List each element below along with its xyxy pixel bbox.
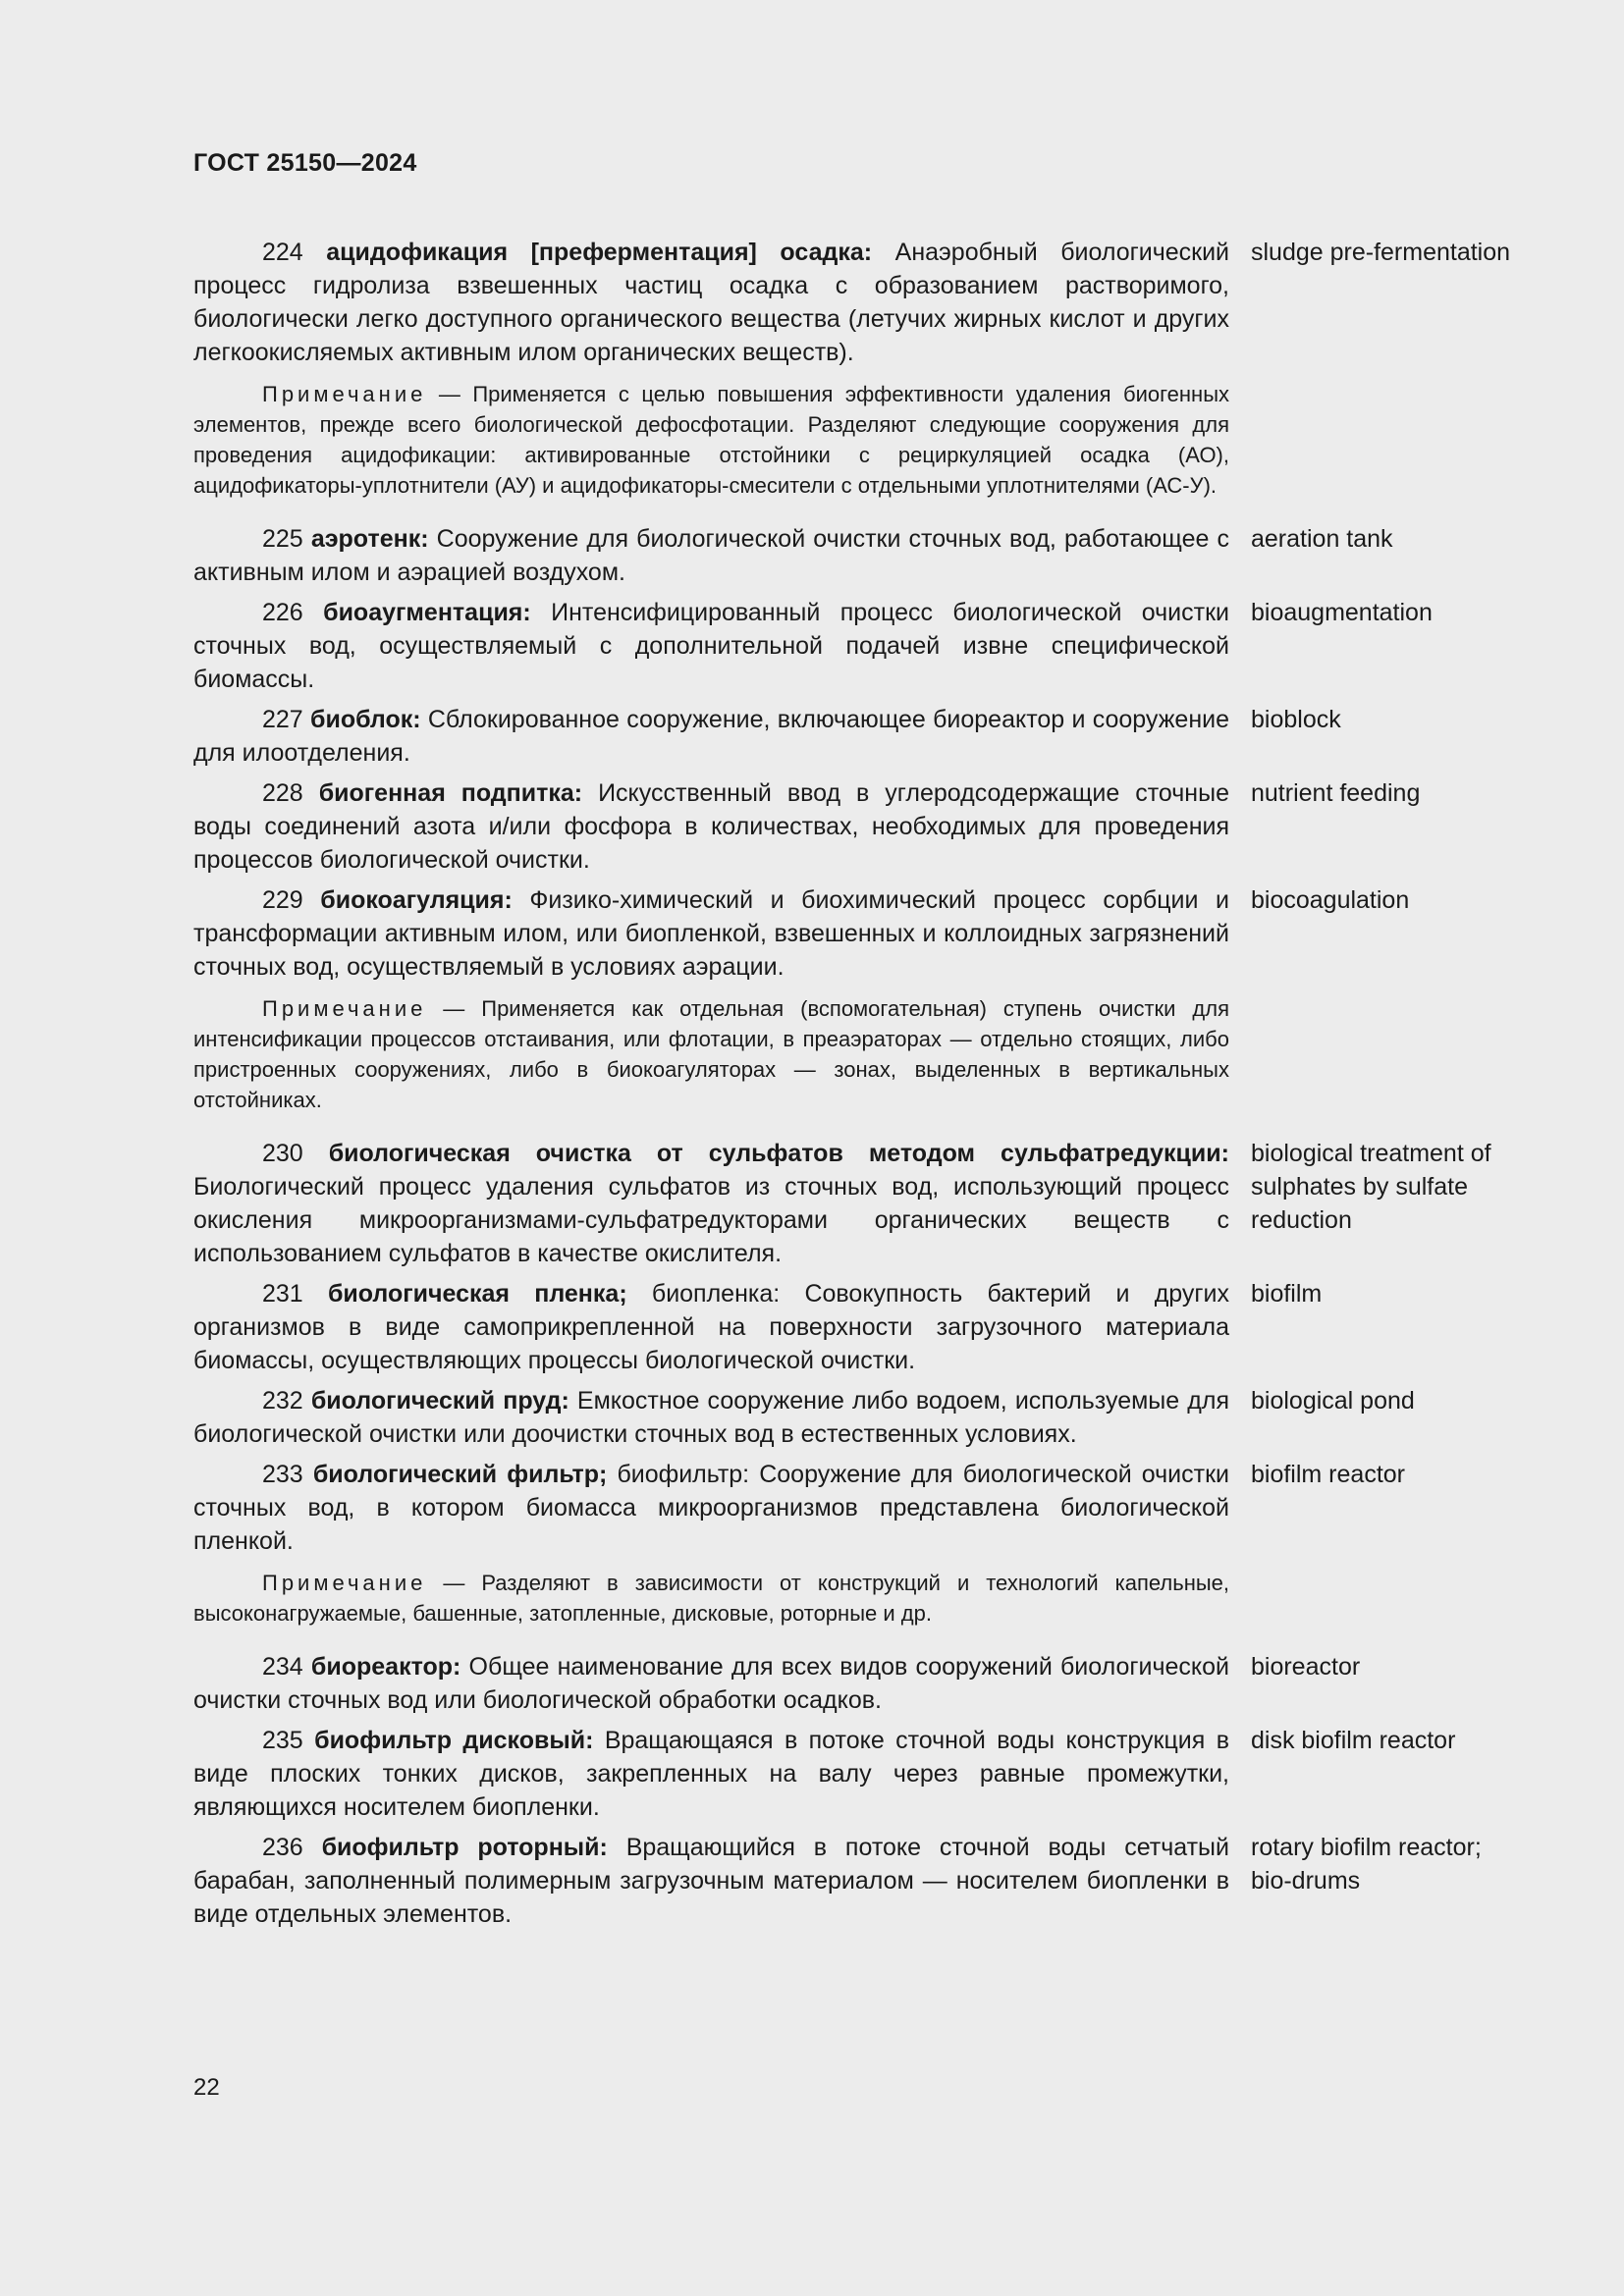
term-definition bbox=[193, 1724, 1229, 1824]
note-label: Примечание bbox=[262, 1571, 427, 1595]
term-name: аэротенк: bbox=[310, 525, 429, 553]
term-entry-229 bbox=[193, 883, 1519, 984]
term-definition bbox=[193, 1650, 1229, 1717]
note-text: — Применяется как отдельная (вспомогательная) ступень очистки для интенсификации процессов отстаивания, или флотации, в преаэраторах — отдельно стоящих, либо пристроенных сооружениях, либо в биокоагуляторах — зонах, выделенных в вертикальных отстойниках. bbox=[193, 996, 1229, 1112]
term-name: биологическая очистка от сульфатов методом сульфатредукции: bbox=[328, 1140, 1229, 1167]
term-name: биореактор: bbox=[310, 1653, 461, 1681]
term-name: биофильтр дисковый: bbox=[314, 1727, 594, 1754]
term-definition bbox=[193, 776, 1229, 877]
term-definition bbox=[193, 596, 1229, 696]
term-definition bbox=[193, 883, 1229, 984]
english-equivalent: disk biofilm reactor bbox=[1251, 1727, 1456, 1754]
english-equivalent: biological pond bbox=[1251, 1387, 1415, 1415]
term-entry-224 bbox=[193, 236, 1519, 369]
english-equivalent: biological treatment of sulphates by sulfate reduction bbox=[1251, 1140, 1491, 1234]
term-number: 229 bbox=[262, 886, 303, 914]
term-entry-227 bbox=[193, 703, 1519, 770]
note-label: Примечание bbox=[262, 996, 427, 1021]
term-name: биокоагуляция: bbox=[320, 886, 513, 914]
term-entry-225 bbox=[193, 522, 1519, 589]
term-definition bbox=[193, 1831, 1229, 1931]
term-name: биологический фильтр; bbox=[312, 1461, 608, 1488]
term-entry-228 bbox=[193, 776, 1519, 877]
term-entry-231 bbox=[193, 1277, 1519, 1377]
term-name: биофильтр роторный: bbox=[321, 1834, 608, 1861]
term-number: 225 bbox=[262, 525, 303, 553]
english-equivalent: biofilm reactor bbox=[1251, 1461, 1405, 1488]
note-label: Примечание bbox=[262, 382, 427, 406]
note-224 bbox=[193, 379, 1229, 501]
page-number: 22 bbox=[193, 2074, 220, 2101]
term-entry-234 bbox=[193, 1650, 1519, 1717]
term-entry-226 bbox=[193, 596, 1519, 696]
term-number: 231 bbox=[262, 1280, 303, 1308]
term-name: биологическая пленка; bbox=[327, 1280, 627, 1308]
term-entry-232 bbox=[193, 1384, 1519, 1451]
term-name: биологический пруд: bbox=[310, 1387, 569, 1415]
term-number: 235 bbox=[262, 1727, 303, 1754]
term-text: Физико-химический и биохимический процесс сорбции и трансформации активным илом, или биопленкой, взвешенных и коллоидных загрязнений сточных вод, осуществляемый в условиях аэрации. bbox=[193, 886, 1229, 981]
english-equivalent: rotary biofilm reactor; bio-drums bbox=[1251, 1834, 1482, 1895]
term-number: 233 bbox=[262, 1461, 303, 1488]
term-number: 226 bbox=[262, 599, 303, 626]
term-text: Сооружение для биологической очистки сточных вод, работающее с активным илом и аэрацией воздухом. bbox=[193, 525, 1229, 586]
term-text: Вращающаяся в потоке сточной воды конструкция в виде плоских тонких дисков, закрепленных на валу через равные промежутки, являющихся носителем биопленки. bbox=[193, 1727, 1229, 1821]
term-definition bbox=[193, 236, 1229, 369]
term-text: Биологический процесс удаления сульфатов из сточных вод, использующий процесс окисления микроорганизмами-сульфатредукторами органических веществ с использованием сульфатов в качестве окислителя. bbox=[193, 1173, 1229, 1267]
term-number: 232 bbox=[262, 1387, 303, 1415]
term-text: Сблокированное сооружение, включающее биореактор и сооружение для илоотделения. bbox=[193, 706, 1230, 767]
term-text: биофильтр: Сооружение для биологической очистки сточных вод, в котором биомасса микроорганизмов представлена биологической пленкой. bbox=[193, 1461, 1229, 1555]
term-entry-233 bbox=[193, 1458, 1519, 1558]
term-number: 228 bbox=[262, 779, 303, 807]
term-text: Вращающийся в потоке сточной воды сетчатый барабан, заполненный полимерным загрузочным материалом — носителем биопленки в виде отдельных элементов. bbox=[193, 1834, 1229, 1928]
term-number: 236 bbox=[262, 1834, 303, 1861]
term-number: 234 bbox=[262, 1653, 303, 1681]
english-equivalent: sludge pre-fermentation bbox=[1251, 239, 1511, 266]
term-definition bbox=[193, 1384, 1229, 1451]
term-name: биоблок: bbox=[310, 706, 421, 733]
term-definition bbox=[193, 1137, 1229, 1270]
english-equivalent: bioblock bbox=[1251, 706, 1341, 733]
term-text: Интенсифицированный процесс биологической очистки сточных вод, осуществляемый с дополнительной подачей извне специфической биомассы. bbox=[193, 599, 1229, 693]
term-number: 224 bbox=[262, 239, 303, 266]
term-number: 230 bbox=[262, 1140, 303, 1167]
term-text: Емкостное сооружение либо водоем, используемые для биологической очистки или доочистки сточных вод в естественных условиях. bbox=[193, 1387, 1229, 1448]
term-number: 227 bbox=[262, 706, 303, 733]
note-229 bbox=[193, 993, 1229, 1115]
english-equivalent: biofilm bbox=[1251, 1280, 1323, 1308]
term-name: биогенная подпитка: bbox=[318, 779, 583, 807]
term-definition bbox=[193, 522, 1229, 589]
term-text: биопленка: Совокупность бактерий и других организмов в виде самоприкрепленной на поверхности загрузочного материала биомассы, осуществляющих процессы биологической очистки. bbox=[193, 1280, 1229, 1374]
term-definition bbox=[193, 703, 1229, 770]
english-equivalent: bioreactor bbox=[1251, 1653, 1361, 1681]
note-text: — Разделяют в зависимости от конструкций и технологий капельные, высоконагружаемые, башенные, затопленные, дисковые, роторные и др. bbox=[193, 1571, 1229, 1626]
terms-list bbox=[193, 236, 1519, 1938]
note-233 bbox=[193, 1568, 1229, 1629]
term-definition bbox=[193, 1458, 1229, 1558]
note-text: — Применяется с целью повышения эффективности удаления биогенных элементов, прежде всего биологической дефосфотации. Разделяют следующие сооружения для проведения ацидофикации: активированные отстойники с рециркуляцией осадка (АО), ацидофикаторы-уплотнители (АУ) и ацидофикаторы-смесители с отдельными уплотнителями (АС-У). bbox=[193, 382, 1229, 498]
term-name: биоаугментация: bbox=[323, 599, 531, 626]
english-equivalent: nutrient feeding bbox=[1251, 779, 1421, 807]
term-text: Анаэробный биологический процесс гидролиза взвешенных частиц осадка с образованием растворимого, биологически легко доступного органического вещества (летучих жирных кислот и других легкоокисляемых активным илом органических веществ). bbox=[193, 239, 1230, 366]
term-text: Искусственный ввод в углеродсодержащие сточные воды соединений азота и/или фосфора в количествах, необходимых для проведения процессов биологической очистки. bbox=[193, 779, 1229, 874]
term-entry-235 bbox=[193, 1724, 1519, 1824]
term-entry-230 bbox=[193, 1137, 1519, 1270]
document-header: ГОСТ 25150—2024 bbox=[193, 149, 417, 177]
term-definition bbox=[193, 1277, 1229, 1377]
term-name: ацидофикация [преферментация] осадка: bbox=[326, 239, 873, 266]
english-equivalent: biocoagulation bbox=[1251, 886, 1410, 914]
english-equivalent: bioaugmentation bbox=[1251, 599, 1433, 626]
term-entry-236 bbox=[193, 1831, 1519, 1931]
english-equivalent: aeration tank bbox=[1251, 525, 1393, 553]
term-text: Общее наименование для всех видов сооружений биологической очистки сточных вод или биологической обработки осадков. bbox=[193, 1653, 1229, 1714]
